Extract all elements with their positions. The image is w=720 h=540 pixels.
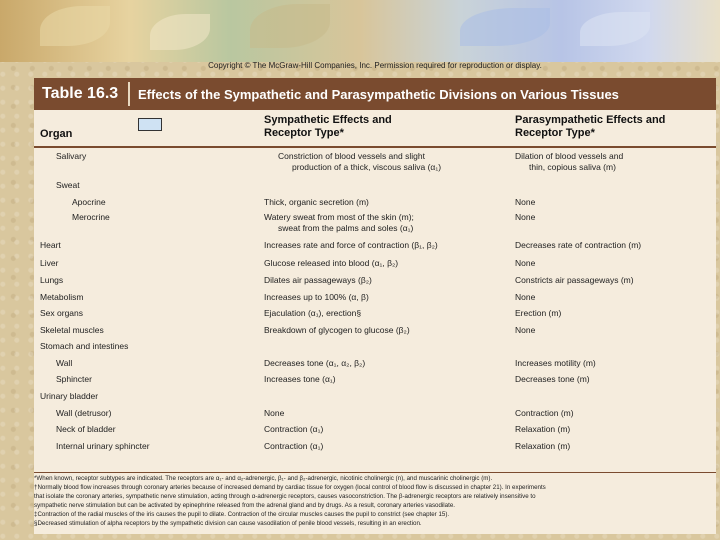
organ-cell: Sphincter: [56, 374, 92, 384]
parasympathetic-effect-cell: Decreases rate of contraction (m): [515, 240, 642, 250]
organ-cell: Wall: [56, 358, 73, 368]
sympathetic-header-line: Sympathetic Effects and: [264, 114, 392, 126]
parasympathetic-effect-cell: Dilation of blood vessels and: [515, 151, 624, 161]
footnote: sympathetic nerve stimulation but can be activated by epinephrine released from the adrenal gland and by drugs. As a result, coronary arteries vasodilate.: [34, 502, 455, 509]
table-header-row: [34, 110, 716, 148]
sympathetic-effect-cell: Ejaculation (α₁), erection§: [264, 308, 362, 318]
sympathetic-effect-cell: sweat from the palms and soles (α₁): [278, 223, 414, 233]
parasympathetic-header-line: Parasympathetic Effects and: [515, 114, 666, 126]
parasympathetic-effect-cell: None: [515, 258, 536, 268]
sympathetic-effect-cell: Increases rate and force of contraction (β₁, β₂): [264, 240, 438, 250]
sympathetic-header: [264, 114, 392, 140]
parasympathetic-effect-cell: None: [515, 197, 536, 207]
parasympathetic-effect-cell: Relaxation (m): [515, 424, 571, 434]
decorative-banner: [0, 0, 720, 62]
copyright-notice: Copyright © The McGraw-Hill Companies, Inc. Permission required for reproduction or display.: [208, 61, 542, 70]
sympathetic-effect-cell: None: [264, 408, 285, 418]
table-caption: Effects of the Sympathetic and Parasympathetic Divisions on Various Tissues: [138, 86, 619, 102]
footnote: ‡Contraction of the radial muscles of the iris causes the pupil to dilate. Contraction of the circular muscles causes the pupil to constrict (see chapter 15).: [34, 511, 450, 518]
organ-cell: Urinary bladder: [40, 391, 99, 401]
parasympathetic-header-line: Receptor Type*: [515, 127, 595, 139]
organ-cell: Stomach and intestines: [40, 341, 129, 351]
parasympathetic-effect-cell: None: [515, 325, 536, 335]
parasympathetic-effect-cell: None: [515, 212, 536, 222]
sympathetic-effect-cell: Dilates air passageways (β₂): [264, 275, 372, 285]
footnote: *When known, receptor subtypes are indicated. The receptors are α₁- and α₂-adrenergic, β₁- and β₂-adrenergic, nicotinic cholinergic (n), and muscarinic cholinergic (m).: [34, 475, 493, 482]
organ-cell: Internal urinary sphincter: [56, 441, 150, 451]
parasympathetic-effect-cell: Relaxation (m): [515, 441, 571, 451]
sympathetic-effect-cell: Contraction (α₁): [264, 441, 324, 451]
leaf-decoration: [580, 12, 650, 46]
organ-cell: Wall (detrusor): [56, 408, 112, 418]
organ-cell: Apocrine: [72, 197, 106, 207]
parasympathetic-header: [515, 114, 665, 140]
leaf-decoration: [250, 4, 330, 48]
footnote: that isolate the coronary arteries, sympathetic nerve stimulation, acting through α-adrenergic receptors, causes vasoconstriction. The β-adrenergic receptors are relatively insensitive to: [34, 493, 536, 500]
leaf-decoration: [150, 14, 210, 50]
sympathetic-effect-cell: Increases up to 100% (α, β): [264, 292, 369, 302]
organ-cell: Neck of bladder: [56, 424, 116, 434]
parasympathetic-effect-cell: Increases motility (m): [515, 358, 596, 368]
parasympathetic-effect-cell: Erection (m): [515, 308, 562, 318]
organ-cell: Sex organs: [40, 308, 83, 318]
organ-header: Organ: [40, 128, 73, 140]
sympathetic-effect-cell: Contraction (α₁): [264, 424, 324, 434]
sympathetic-effect-cell: Breakdown of glycogen to glucose (β₂): [264, 325, 410, 335]
parasympathetic-effect-cell: None: [515, 292, 536, 302]
leaf-decoration: [460, 8, 550, 46]
sympathetic-effect-cell: production of a thick, viscous saliva (α₁): [292, 162, 442, 172]
organ-cell: Heart: [40, 240, 61, 250]
sympathetic-header-line: Receptor Type*: [264, 127, 344, 139]
sympathetic-effect-cell: Glucose released into blood (α₁, β₂): [264, 258, 399, 268]
organ-cell: Lungs: [40, 275, 64, 285]
title-divider: [128, 82, 130, 106]
sympathetic-effect-cell: Thick, organic secretion (m): [264, 197, 369, 207]
organ-cell: Liver: [40, 258, 59, 268]
organ-cell: Merocrine: [72, 212, 110, 222]
table-title-bar: [34, 78, 716, 110]
sympathetic-effect-cell: Constriction of blood vessels and slight: [278, 151, 425, 161]
table-number: Table 16.3: [42, 85, 119, 102]
sympathetic-effect-cell: Increases tone (α₁): [264, 374, 336, 384]
footnotes: [34, 472, 716, 535]
footnote: †Normally blood flow increases through coronary arteries because of increased demand by cardiac tissue for oxygen (local control of blood flow is discussed in chapter 21). In experiments: [34, 484, 546, 491]
footnote: §Decreased stimulation of alpha receptors by the sympathetic division can cause vasodilation of penile blood vessels, resulting in an erection.: [34, 520, 422, 527]
table-panel: [34, 78, 716, 534]
parasympathetic-effect-cell: thin, copious saliva (m): [529, 162, 616, 172]
organ-cell: Sweat: [56, 180, 80, 190]
sympathetic-effect-cell: Decreases tone (α₁, α₂, β₂): [264, 358, 366, 368]
leaf-decoration: [40, 6, 110, 46]
parasympathetic-effect-cell: Decreases tone (m): [515, 374, 590, 384]
highlight-swatch: [138, 118, 162, 131]
sympathetic-effect-cell: Watery sweat from most of the skin (m);: [264, 212, 414, 222]
organ-cell: Salivary: [56, 151, 87, 161]
parasympathetic-effect-cell: Constricts air passageways (m): [515, 275, 634, 285]
organ-cell: Skeletal muscles: [40, 325, 104, 335]
organ-cell: Metabolism: [40, 292, 84, 302]
parasympathetic-effect-cell: Contraction (m): [515, 408, 574, 418]
